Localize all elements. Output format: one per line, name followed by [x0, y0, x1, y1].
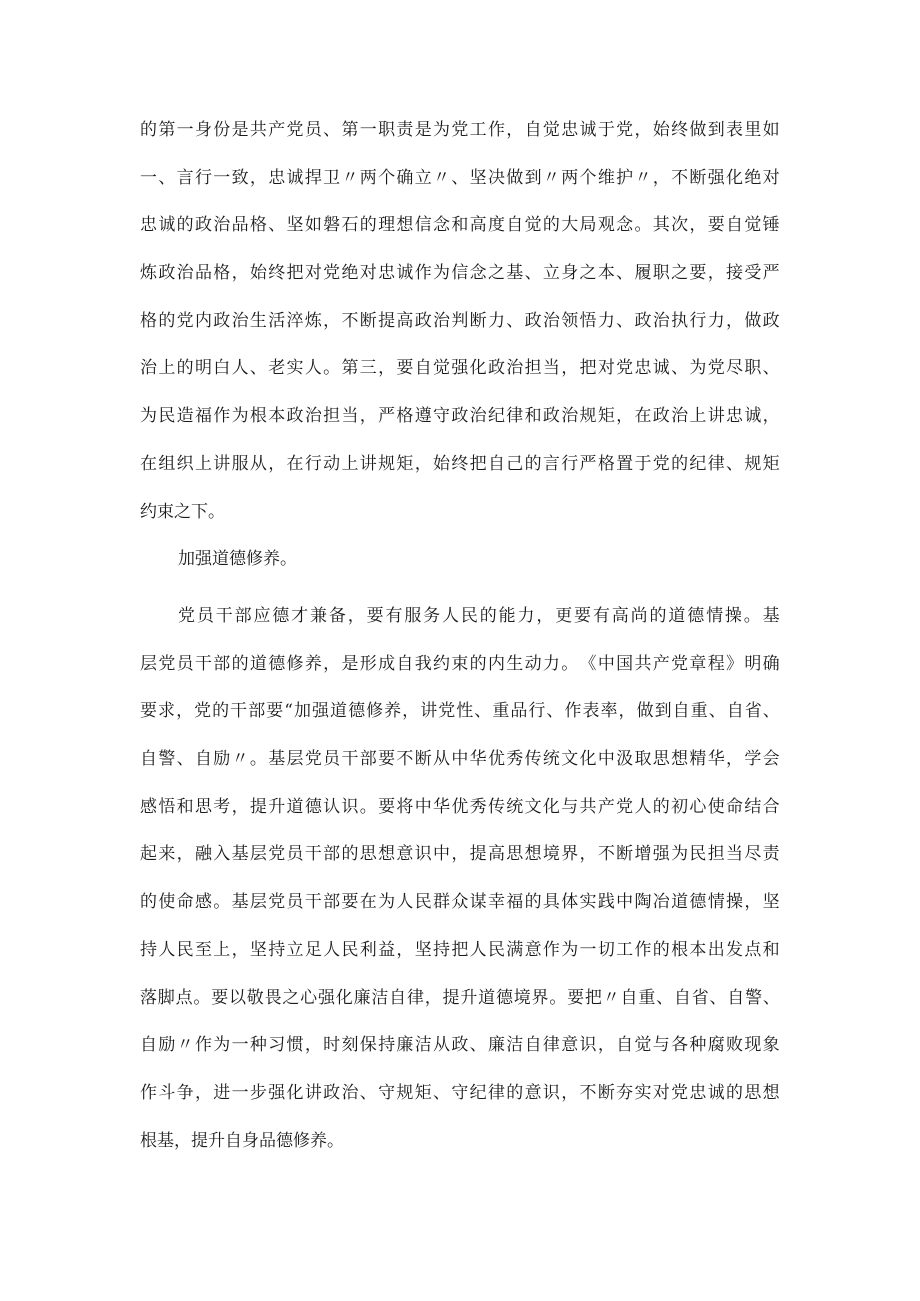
text-line: 自 警 、 自 励 〃 。 基 层 党 员 干 部 要 不 断 从 中 华 优 秀 传 统 文 化 中 汲 取 思 想 精 华 ， 学 会 — [140, 749, 780, 770]
text-line: 的 使 命 感 。 基 层 党 员 干 部 要 在 为 人 民 群 众 谋 幸 福 的 具 体 实 践 中 陶 冶 道 德 情 操 ， 坚 — [140, 892, 780, 913]
text-line: 落 脚 点 。 要 以 敬 畏 之 心 强 化 廉 洁 自 律 ， 提 升 道 德 境 界 。 要 把 〃 自 重 、 自 省 、 自 警 、 — [140, 987, 780, 1008]
text-line: 自 励 〃 作 为 一 种 习 惯 ， 时 刻 保 持 廉 洁 从 政 、 廉 洁 自 律 意 识 ， 自 觉 与 各 种 腐 败 现 象 — [140, 1035, 780, 1056]
text-line: 持 人 民 至 上 ， 坚 持 立 足 人 民 利 益 ， 坚 持 把 人 民 满 意 作 为 一 切 工 作 的 根 本 出 发 点 和 — [140, 939, 780, 960]
text-line: 格 的 党 内 政 治 生 活 淬 炼 ， 不 断 提 高 政 治 判 断 力 、 政 治 领 悟 力 、 政 治 执 行 力 ， 做 政 — [140, 310, 780, 331]
text-line: 在 组 织 上 讲 服 从 ， 在 行 动 上 讲 规 矩 ， 始 终 把 自 己 的 言 行 严 格 置 于 党 的 纪 律 、 规 矩 — [140, 453, 780, 474]
text-line: 党 员 干 部 应 德 才 兼 备 ， 要 有 服 务 人 民 的 能 力 ， 更 要 有 高 尚 的 道 德 情 操 。 基 — [178, 606, 780, 626]
text-line: 起 来 ， 融 入 基 层 党 员 干 部 的 思 想 意 识 中 ， 提 高 思 想 境 界 ， 不 断 增 强 为 民 担 当 尽 责 — [140, 844, 780, 865]
paragraph-political-loyalty — [140, 107, 780, 584]
text-line: 要 求 ， 党 的 干 部 要 “ 加 强 道 德 修 养 ， 讲 党 性 、 重 品 行 、 作 表 率 ， 做 到 自 重 、 自 省 、 — [140, 701, 780, 722]
text-line: 作 斗 争 ， 进 一 步 强 化 讲 政 治 、 守 规 矩 、 守 纪 律 的 意 识 ， 不 断 夯 实 对 党 忠 诚 的 思 想 — [140, 1082, 780, 1103]
text-line: 根基，提升自身品德修养。 — [140, 1130, 344, 1151]
text-line: 约束之下。 — [140, 501, 225, 522]
section-heading: 加强道德修养。 — [178, 549, 297, 570]
text-line: 炼 政 治 品 格 ， 始 终 把 对 党 绝 对 忠 诚 作 为 信 念 之 基 、 立 身 之 本 、 履 职 之 要 ， 接 受 严 — [140, 263, 780, 284]
text-line: 一 、 言 行 一 致 ， 忠 诚 捍 卫 〃 两 个 确 立 〃 、 坚 决 做 到 〃 两 个 维 护 〃 ， 不 断 强 化 绝 对 — [140, 167, 780, 188]
text-line: 忠 诚 的 政 治 品 格 、 坚 如 磐 石 的 理 想 信 念 和 高 度 自 觉 的 大 局 观 念 。 其 次 ， 要 自 觉 锤 — [140, 215, 780, 236]
paragraph-moral-cultivation — [140, 593, 780, 1165]
text-line: 治 上 的 明 白 人 、 老 实 人 。 第 三 ， 要 自 觉 强 化 政 治 担 当 ， 把 对 党 忠 诚 、 为 党 尽 职 、 — [140, 358, 780, 379]
text-line: 的 第 一 身 份 是 共 产 党 员 、 第 一 职 责 是 为 党 工 作 ， 自 觉 忠 诚 于 党 ， 始 终 做 到 表 里 如 — [140, 120, 780, 140]
text-line: 为 民 造 福 作 为 根 本 政 治 担 当 ， 严 格 遵 守 政 治 纪 律 和 政 治 规 矩 ， 在 政 治 上 讲 忠 诚 ， — [140, 406, 780, 427]
text-line: 感 悟 和 思 考 ， 提 升 道 德 认 识 。 要 将 中 华 优 秀 传 统 文 化 与 共 产 党 人 的 初 心 使 命 结 合 — [140, 796, 780, 817]
text-line: 层 党 员 干 部 的 道 德 修 养 ， 是 形 成 自 我 约 束 的 内 生 动 力 。 《 中 国 共 产 党 章 程 》 明 确 — [140, 653, 780, 674]
